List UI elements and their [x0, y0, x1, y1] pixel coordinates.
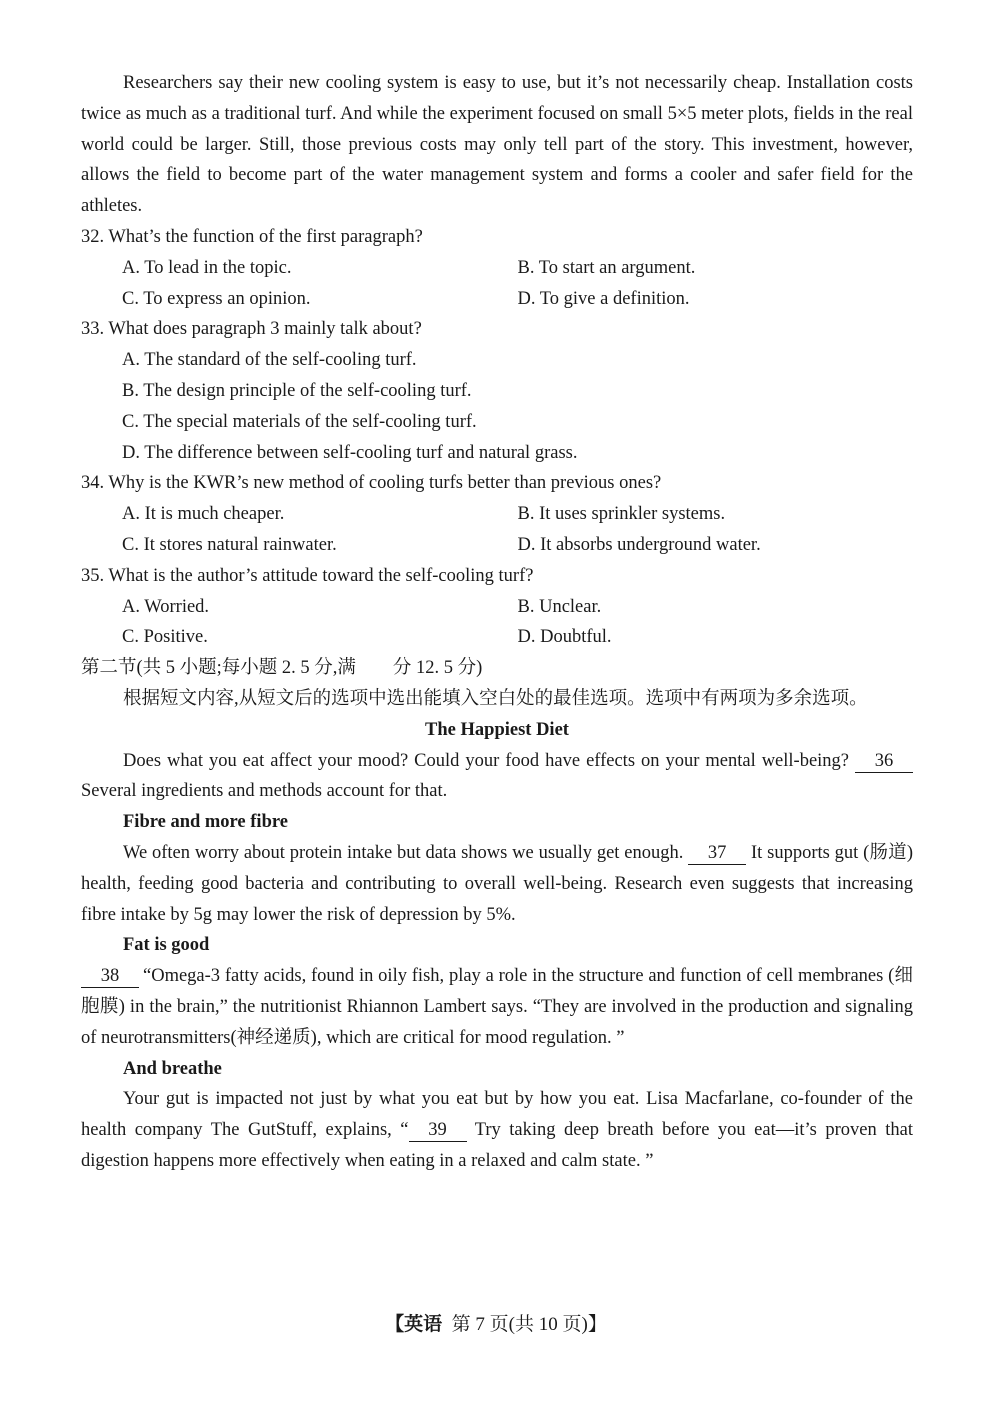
breathe-text-b: Try taking deep breath before you eat—it’s proven that digestion happens more effectively when eating in a relaxed and calm state. ”	[81, 1120, 913, 1171]
fat-text: “Omega-3 fatty acids, found in oily fish, play a role in the structure and function of cell membranes (细胞膜) in the brain,” the nutritionist Rhiannon Lambert says. “They are involved in the production and signaling of neurotransmitters(神经递质), which are critical for mood regulation. ”	[81, 966, 913, 1048]
option-32-c[interactable]: C. To express an opinion.	[122, 288, 311, 309]
subheading-fat: Fat is good	[123, 935, 210, 956]
subheading-breathe: And breathe	[123, 1058, 222, 1079]
option-35-b[interactable]: B. Unclear.	[517, 596, 602, 617]
intro-text-b: Several ingredients and methods account for that.	[81, 781, 448, 802]
option-35-a[interactable]: A. Worried.	[122, 596, 210, 617]
option-35-c[interactable]: C. Positive.	[122, 627, 208, 648]
fibre-text-b: It supports gut (肠道) health, feeding good bacteria and contributing to overall well-being. Research even suggests that increasing fibre intake by 5g may lower the risk of depression by 5%.	[81, 842, 914, 925]
option-34-b[interactable]: B. It uses sprinkler systems.	[517, 504, 726, 525]
option-34-d[interactable]: D. It absorbs underground water.	[517, 534, 761, 555]
question-33-stem: 33. What does paragraph 3 mainly talk about?	[81, 319, 422, 340]
fibre-text-a: We often worry about protein intake but data shows we usually get enough.	[123, 842, 684, 863]
question-35-stem: 35. What is the author’s attitude toward the self-cooling turf?	[81, 565, 534, 586]
question-35-options-row-1	[81, 592, 913, 623]
question-35-options-row-2	[81, 622, 913, 653]
option-33-c[interactable]: C. The special materials of the self-cooling turf.	[122, 411, 477, 432]
question-32-options-row-2	[81, 284, 913, 315]
blank-36[interactable]: 36	[855, 750, 913, 773]
option-32-a[interactable]: A. To lead in the topic.	[122, 257, 292, 278]
breathe-text-a: Your gut is impacted not just by what you eat but by how you eat. Lisa Macfarlane, co-founder of the health company The GutStuff, explains, “	[81, 1089, 913, 1141]
question-32-stem: 32. What’s the function of the first paragraph?	[81, 226, 423, 247]
page-footer	[0, 1309, 992, 1336]
option-33-d[interactable]: D. The difference between self-cooling turf and natural grass.	[122, 442, 578, 463]
question-34-stem: 34. Why is the KWR’s new method of cooling turfs better than previous ones?	[81, 473, 662, 494]
intro-paragraph	[81, 746, 913, 808]
question-34-options-row-1	[81, 499, 913, 530]
option-35-d[interactable]: D. Doubtful.	[517, 627, 612, 648]
option-33-a[interactable]: A. The standard of the self-cooling turf.	[122, 350, 417, 371]
breathe-paragraph	[81, 1084, 913, 1176]
question-34-options-row-2	[81, 530, 913, 561]
blank-39[interactable]: 39	[409, 1119, 467, 1142]
fibre-paragraph	[81, 838, 913, 930]
option-32-d[interactable]: D. To give a definition.	[517, 288, 690, 309]
passage-last-paragraph: Researchers say their new cooling system is easy to use, but it’s not necessarily cheap. Installation costs twice as much as a traditional turf. And while the experiment focused on small 5×5 meter plots, fields in the real world could be larger. Still, those previous costs may only tell part of the story. This investment, however, allows the field to become part of the water management system and forms a cooler and safer field for the athletes.	[81, 73, 913, 217]
blank-37[interactable]: 37	[688, 842, 746, 865]
option-34-a[interactable]: A. It is much cheaper.	[122, 504, 285, 525]
passage-title: The Happiest Diet	[425, 719, 569, 740]
intro-text-a: Does what you eat affect your mood? Could your food have effects on your mental well-being?	[123, 750, 850, 771]
footer-subject: 【英语	[385, 1314, 443, 1335]
question-32-options-row-1	[81, 253, 913, 284]
exam-page	[81, 68, 913, 1177]
blank-38[interactable]: 38	[81, 965, 139, 988]
footer-page-number: 第 7 页(共 10 页)】	[451, 1314, 607, 1335]
section-2-instruction: 根据短文内容,从短文后的选项中选出能填入空白处的最佳选项。选项中有两项为多余选项。	[123, 688, 868, 709]
subheading-fibre: Fibre and more fibre	[123, 812, 288, 833]
option-33-b[interactable]: B. The design principle of the self-cooling turf.	[122, 380, 472, 401]
option-32-b[interactable]: B. To start an argument.	[517, 257, 696, 278]
section-2-heading: 第二节(共 5 小题;每小题 2. 5 分,满 分 12. 5 分)	[81, 658, 483, 679]
option-34-c[interactable]: C. It stores natural rainwater.	[122, 534, 337, 555]
fat-paragraph	[81, 961, 913, 1053]
